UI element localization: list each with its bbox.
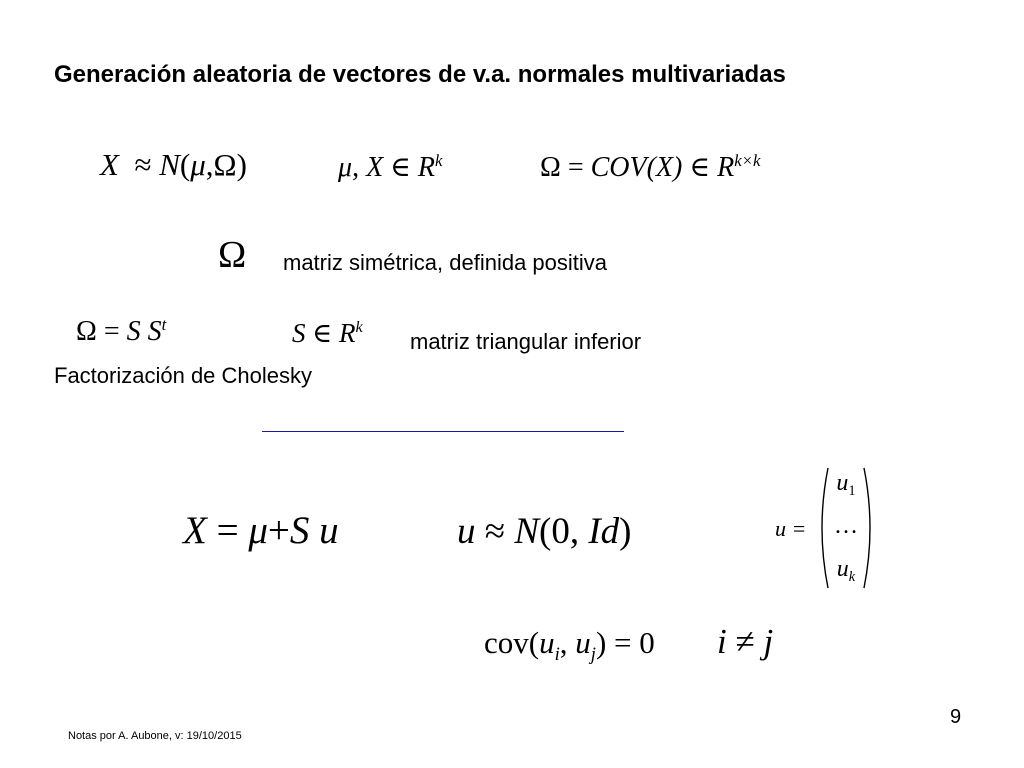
var-j: j: [763, 622, 774, 661]
covariance-formula: [540, 150, 760, 184]
var-u: u: [319, 509, 339, 552]
var-mu: μ: [248, 509, 268, 552]
omega-symbol: Ω: [218, 234, 247, 276]
sub-j: j: [590, 643, 596, 665]
cholesky-label: Factorización de Cholesky: [54, 363, 313, 388]
neq-symbol: ≠: [735, 622, 755, 661]
var-s: S: [126, 316, 141, 347]
var-r: R: [717, 152, 735, 183]
var-r: R: [417, 152, 436, 183]
args: (0,: [539, 511, 589, 552]
paren-open: (: [179, 147, 191, 182]
page-number: 9: [950, 706, 962, 728]
eq-symbol: =: [103, 316, 120, 347]
var-omega: Ω: [213, 147, 237, 182]
comma: ,: [352, 152, 360, 183]
var-s: S: [292, 318, 306, 348]
transpose-exponent: t: [161, 314, 167, 334]
paren-close: ): [236, 147, 247, 182]
identity: Id: [588, 511, 620, 552]
var-omega: Ω: [540, 152, 561, 183]
var-u: u: [457, 511, 476, 552]
close-eq-zero: ) = 0: [595, 625, 655, 660]
u-vector-lhs: u =: [775, 516, 807, 541]
exponent: k: [355, 318, 363, 337]
var-x: X: [183, 509, 207, 552]
eq-symbol: =: [216, 509, 239, 552]
var-omega: Ω: [76, 316, 97, 347]
distribution-formula: [100, 147, 247, 183]
u-vector: [818, 464, 874, 592]
var-mu: μ: [190, 147, 206, 182]
approx-symbol: ≈: [484, 511, 506, 552]
comma: ,: [205, 147, 214, 182]
u-distribution-formula: [457, 510, 631, 553]
var-s: S: [289, 509, 310, 552]
domain-formula: [338, 150, 442, 184]
comma: ,: [559, 625, 576, 660]
plus-symbol: +: [267, 509, 290, 552]
var-i: i: [717, 622, 727, 661]
vector-entry-k: $u_k$: [836, 556, 856, 586]
var-r: R: [339, 318, 356, 348]
cov-label: COV: [590, 152, 647, 183]
footer-note: Notas por A. Aubone, v: 19/10/2015: [68, 730, 242, 742]
omega-description: matriz simétrica, definida positiva: [283, 250, 608, 275]
sub-i: i: [554, 643, 560, 665]
slide-title: Generación aleatoria de vectores de v.a. normales multivariadas: [54, 61, 786, 88]
vector-entry-1: $u_1$: [836, 470, 856, 500]
var-x: X: [366, 152, 384, 183]
in-symbol: ∈: [689, 152, 711, 183]
s-domain-formula: [292, 318, 363, 349]
exponent: k×k: [734, 150, 761, 170]
in-symbol: ∈: [390, 152, 411, 183]
cov-arg: (X): [646, 152, 683, 183]
var-mu: μ: [338, 152, 353, 183]
transform-formula: [183, 508, 339, 553]
paren-close: ): [619, 511, 632, 552]
cov-label: cov(: [484, 625, 540, 660]
divider-line: [262, 431, 624, 432]
var-u-j: u: [575, 625, 591, 660]
covariance-zero-formula: [484, 625, 655, 665]
var-s-transposed: S: [147, 316, 162, 347]
factorization-formula: [76, 316, 166, 348]
eq-symbol: =: [567, 152, 584, 183]
var-u-i: u: [539, 625, 555, 660]
inequality-formula: [717, 622, 773, 662]
var-x: X: [100, 147, 119, 182]
s-description: matriz triangular inferior: [410, 329, 642, 354]
var-n: N: [159, 147, 180, 182]
approx-symbol: ≈: [134, 147, 152, 182]
vector-entry-dots: …: [834, 513, 858, 539]
in-symbol: ∈: [312, 318, 333, 348]
var-n: N: [514, 511, 539, 552]
exponent: k: [435, 150, 443, 170]
